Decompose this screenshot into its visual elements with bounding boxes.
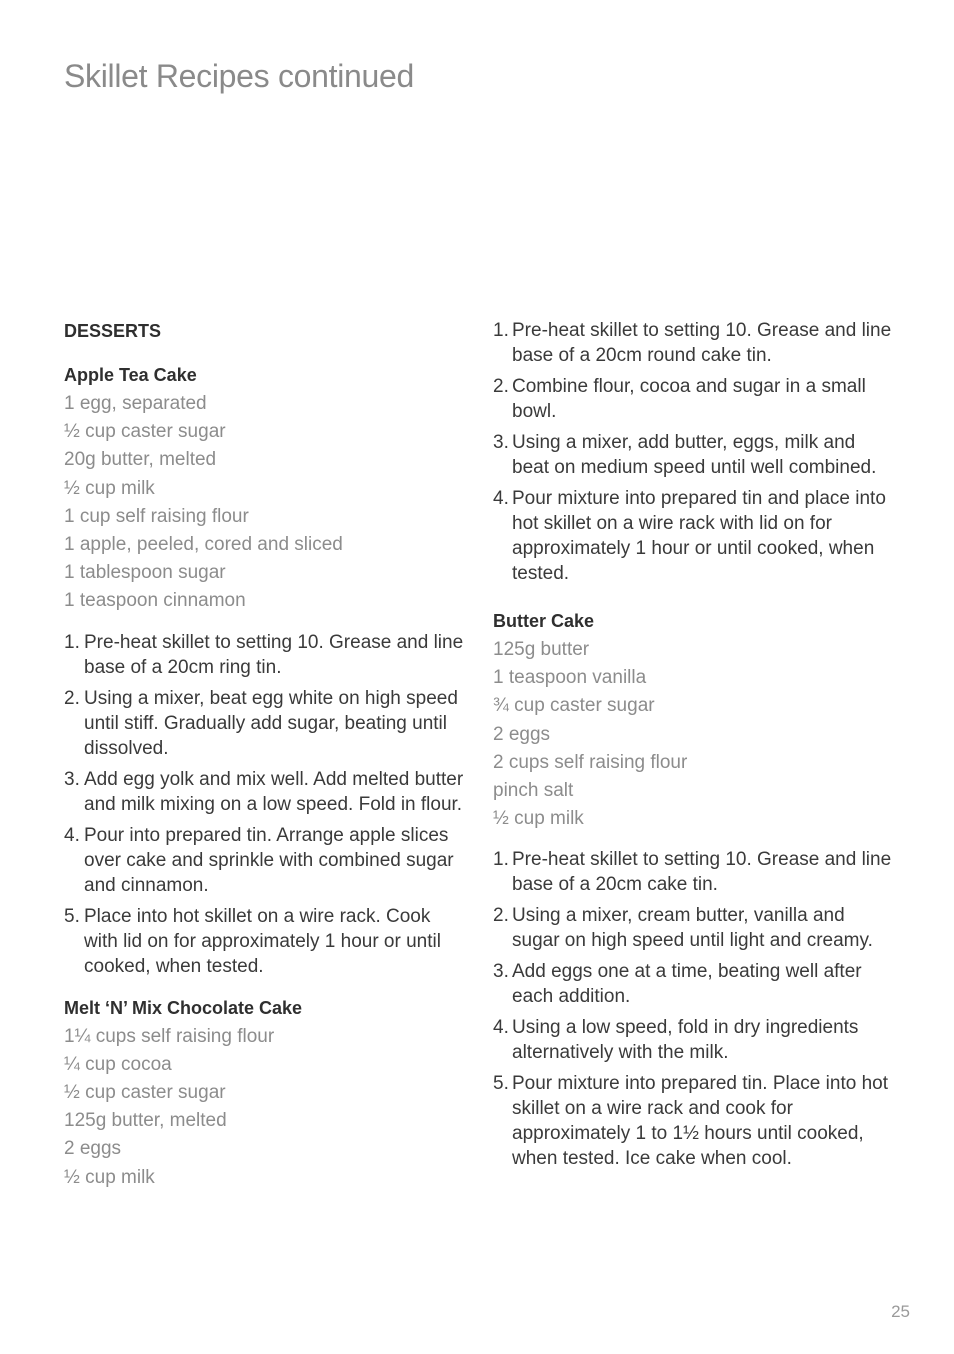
step-text: Combine flour, cocoa and sugar in a small bowl. bbox=[512, 376, 866, 422]
step-text: Using a mixer, add butter, eggs, milk and beat on medium speed until well combined. bbox=[512, 432, 877, 478]
ingredient-item: 2 cups self raising flour bbox=[493, 751, 688, 773]
step-item bbox=[493, 959, 897, 1009]
step-number: 5. bbox=[64, 905, 80, 927]
ingredient-item: ½ cup milk bbox=[64, 1166, 155, 1188]
butter-cake-steps bbox=[493, 847, 897, 1171]
ingredient-item: 1¼ cups self raising flour bbox=[64, 1025, 275, 1047]
ingredient-item: 1 egg, separated bbox=[64, 393, 207, 414]
step-item bbox=[493, 847, 897, 897]
step-text: Pour mixture into prepared tin. Place into hot skillet on a wire rack and cook for approximately 1 to 1½ hours until cooked, when tested. Ice cake when cool. bbox=[512, 1073, 888, 1170]
step-text: Pre-heat skillet to setting 10. Grease and line base of a 20cm ring tin. bbox=[84, 631, 464, 678]
ingredient-item: 20g butter, melted bbox=[64, 449, 217, 471]
ingredient-item: 1 cup self raising flour bbox=[64, 505, 249, 527]
step-text: Add egg yolk and mix well. Add melted butter and milk mixing on a low speed. Fold in flour. bbox=[84, 768, 464, 815]
ingredient-item: 2 eggs bbox=[493, 723, 551, 745]
step-number: 2. bbox=[493, 376, 509, 397]
ingredient-item: 1 teaspoon cinnamon bbox=[64, 590, 246, 612]
ingredient-item: 1 teaspoon vanilla bbox=[493, 667, 647, 689]
step-item bbox=[493, 1071, 897, 1171]
ingredient-item: 1 apple, peeled, cored and sliced bbox=[64, 534, 343, 556]
ingredient-item: ½ cup milk bbox=[64, 477, 155, 499]
ingredient-item: ¾ cup caster sugar bbox=[493, 695, 655, 717]
section-heading: DESSERTS bbox=[64, 321, 162, 341]
butter-cake-ingredients bbox=[493, 636, 897, 833]
step-item bbox=[493, 318, 897, 368]
step-number: 3. bbox=[64, 768, 80, 790]
apple-tea-cake-title: Apple Tea Cake bbox=[64, 365, 197, 385]
step-item bbox=[493, 903, 897, 953]
chocolate-cake-steps bbox=[493, 318, 897, 586]
step-item bbox=[64, 767, 468, 817]
step-number: 5. bbox=[493, 1073, 509, 1095]
step-item bbox=[64, 823, 468, 898]
step-number: 1. bbox=[493, 320, 509, 341]
step-number: 1. bbox=[493, 849, 509, 871]
ingredient-item: ½ cup caster sugar bbox=[64, 1082, 226, 1104]
step-text: Pour into prepared tin. Arrange apple slices over cake and sprinkle with combined sugar and cinnamon. bbox=[84, 824, 454, 896]
step-number: 4. bbox=[493, 488, 509, 509]
step-number: 2. bbox=[64, 687, 80, 709]
apple-tea-cake-ingredients bbox=[64, 390, 468, 616]
step-number: 3. bbox=[493, 432, 509, 453]
step-number: 4. bbox=[493, 1017, 509, 1039]
chocolate-cake-title: Melt ‘N’ Mix Chocolate Cake bbox=[64, 997, 303, 1018]
step-text: Using a low speed, fold in dry ingredients alternatively with the milk. bbox=[512, 1017, 859, 1064]
ingredient-item: 125g butter bbox=[493, 639, 590, 660]
ingredient-item: 2 eggs bbox=[64, 1138, 122, 1160]
ingredient-item: ½ cup milk bbox=[493, 808, 584, 830]
step-text: Pre-heat skillet to setting 10. Grease and line base of a 20cm round cake tin. bbox=[512, 320, 892, 366]
step-text: Using a mixer, beat egg white on high speed until stiff. Gradually add sugar, beating until dissolved. bbox=[84, 687, 458, 759]
step-item bbox=[64, 630, 468, 680]
ingredient-item: pinch salt bbox=[493, 780, 574, 802]
apple-tea-cake-steps bbox=[64, 630, 468, 979]
step-text: Add eggs one at a time, beating well after each addition. bbox=[512, 961, 862, 1008]
step-number: 1. bbox=[64, 631, 80, 653]
step-text: Pour mixture into prepared tin and place into hot skillet on a wire rack with lid on for approximately 1 hour or until cooked, when tested. bbox=[512, 488, 886, 584]
ingredient-item: ½ cup caster sugar bbox=[64, 421, 226, 443]
step-item bbox=[493, 486, 897, 586]
step-text: Place into hot skillet on a wire rack. Cook with lid on for approximately 1 hour or until cooked, when tested. bbox=[84, 905, 441, 977]
left-column bbox=[64, 318, 468, 1206]
step-number: 3. bbox=[493, 961, 509, 983]
page-number: 25 bbox=[891, 1302, 910, 1321]
ingredient-item: 1 tablespoon sugar bbox=[64, 562, 226, 584]
right-column bbox=[493, 318, 897, 1187]
step-text: Pre-heat skillet to setting 10. Grease and line base of a 20cm cake tin. bbox=[512, 849, 892, 896]
ingredient-item: ¼ cup cocoa bbox=[64, 1053, 172, 1075]
step-item bbox=[64, 686, 468, 761]
step-item bbox=[493, 1015, 897, 1065]
step-text: Using a mixer, cream butter, vanilla and sugar on high speed until light and creamy. bbox=[512, 905, 873, 952]
ingredient-item: 125g butter, melted bbox=[64, 1110, 227, 1132]
step-item bbox=[493, 374, 897, 424]
page-title: Skillet Recipes continued bbox=[64, 58, 415, 94]
step-number: 2. bbox=[493, 905, 509, 927]
step-item bbox=[64, 904, 468, 979]
step-item bbox=[493, 430, 897, 480]
step-number: 4. bbox=[64, 824, 80, 846]
butter-cake-title: Butter Cake bbox=[493, 611, 595, 631]
chocolate-cake-ingredients bbox=[64, 1023, 468, 1192]
